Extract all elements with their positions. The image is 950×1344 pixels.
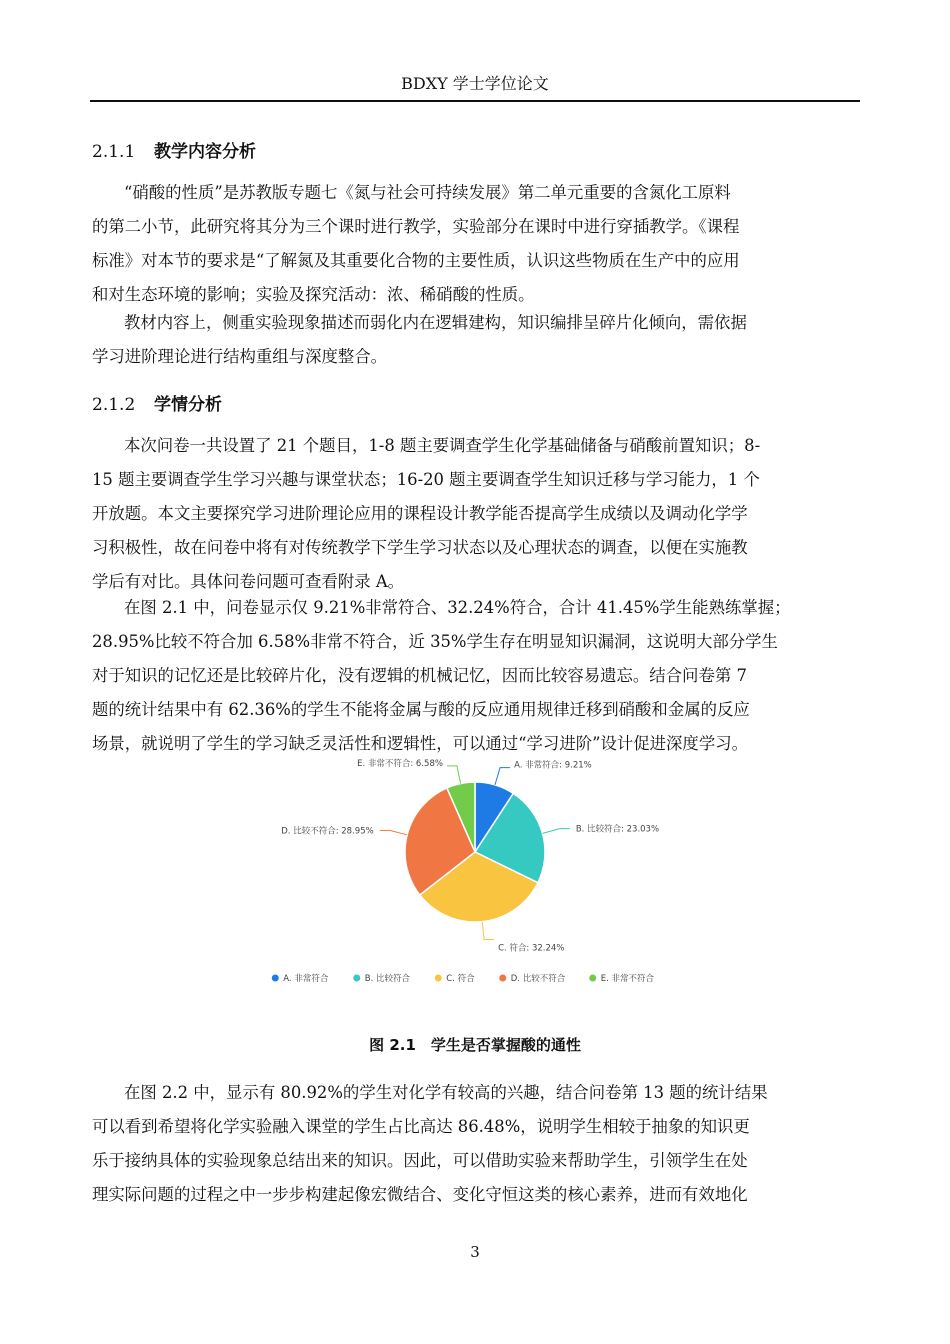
pie-leader-line (380, 830, 407, 834)
legend-swatch (272, 975, 279, 982)
header-rule (90, 100, 860, 102)
pie-leader-line (482, 922, 494, 940)
text-line: 习积极性，故在问卷中将有对传统教学下学生学习状态以及心理状态的调查，以便在实施教 (92, 538, 748, 557)
text-line: “硝酸的性质”是苏教版专题七《氮与社会可持续发展》第二单元重要的含氮化工原料 (124, 183, 731, 202)
pie-leader-line (447, 766, 461, 784)
paragraph-content-analysis-2 (92, 306, 860, 374)
pie-chart-svg (255, 752, 695, 997)
text-line: 题的统计结果中有 62.36%的学生不能将金属与酸的反应通用规律迁移到硝酸和金属的反应 (92, 700, 750, 719)
pie-data-label: D. 比较不符合: 28.95% (281, 826, 374, 837)
legend-swatch (589, 975, 596, 982)
page-header: BDXY 学士学位论文 (401, 74, 549, 93)
section-title: 学情分析 (154, 395, 222, 415)
legend-label: D. 比较不符合 (510, 974, 566, 984)
pie-data-label: E. 非常不符合: 6.58% (357, 758, 443, 769)
text-line: 学习进阶理论进行结构重组与深度整合。 (92, 347, 388, 366)
pie-data-label: C. 符合: 32.24% (498, 943, 565, 954)
text-line: 和对生态环境的影响；实验及探究活动：浓、稀硝酸的性质。 (92, 285, 535, 304)
text-line: 28.95%比较不符合加 6.58%非常不符合，近 35%学生存在明显知识漏洞，这说明大部分学生 (92, 632, 778, 651)
pie-data-label: B. 比较符合: 23.03% (575, 824, 660, 835)
section-number: 2.1.1 (92, 142, 136, 162)
text-line: 场景，就说明了学生的学习缺乏灵活性和逻辑性，可以通过“学习进阶”设计促进深度学习。 (92, 734, 748, 753)
pie-chart (255, 752, 695, 997)
paragraph-learner-analysis-1 (92, 429, 860, 599)
text-line: 在图 2.2 中，显示有 80.92%的学生对化学有较高的兴趣，结合问卷第 13 题的统计结果 (124, 1083, 768, 1102)
legend-label: C. 符合 (446, 974, 475, 984)
text-line: 教材内容上，侧重实验现象描述而弱化内在逻辑建构，知识编排呈碎片化倾向，需依据 (124, 313, 747, 332)
legend-swatch (353, 975, 360, 982)
legend-swatch (435, 975, 442, 982)
text-line: 15 题主要调查学生学习兴趣与课堂状态；16-20 题主要调查学生知识迁移与学习能力，1 个 (92, 470, 760, 489)
section-heading-content-analysis (92, 138, 256, 166)
text-line: 对于知识的记忆还是比较碎片化，没有逻辑的机械记忆，因而比较容易遗忘。结合问卷第 7 (92, 666, 747, 685)
legend-label: E. 非常不符合 (600, 974, 655, 984)
pie-leader-line (542, 829, 569, 834)
text-line: 学后有对比。具体问卷问题可查看附录 A。 (92, 572, 405, 591)
figure-caption: 图 2.1 学生是否掌握酸的通性 (369, 1036, 581, 1054)
legend-label: B. 比较符合 (364, 974, 410, 984)
text-line: 开放题。本文主要探究学习进阶理论应用的课程设计教学能否提高学生成绩以及调动化学学 (92, 504, 748, 523)
paragraph-after-figure (92, 1076, 860, 1212)
text-line: 的第二小节，此研究将其分为三个课时进行教学，实验部分在课时中进行穿插教学。《课程 (92, 217, 740, 236)
paragraph-content-analysis-1 (92, 176, 860, 312)
text-line: 可以看到希望将化学实验融入课堂的学生占比高达 86.48%，说明学生相较于抽象的知识更 (92, 1117, 750, 1136)
text-line: 乐于接纳具体的实验现象总结出来的知识。因此，可以借助实验来帮助学生，引领学生在处 (92, 1151, 748, 1170)
text-line: 标准》对本节的要求是“了解氮及其重要化合物的主要性质，认识这些物质在生产中的应用 (92, 251, 740, 270)
pie-data-label: A. 非常符合: 9.21% (514, 760, 592, 771)
section-number: 2.1.2 (92, 395, 136, 415)
legend-label: A. 非常符合 (283, 974, 329, 984)
paragraph-learner-analysis-2 (92, 591, 860, 761)
section-heading-learner-analysis (92, 391, 222, 419)
text-line: 本次问卷一共设置了 21 个题目，1-8 题主要调查学生化学基础储备与硝酸前置知识；8- (124, 436, 761, 455)
legend-swatch (499, 975, 506, 982)
page-number: 3 (470, 1243, 480, 1261)
text-line: 理实际问题的过程之中一步步构建起像宏微结合、变化守恒这类的核心素养，进而有效地化 (92, 1185, 748, 1204)
section-title: 教学内容分析 (154, 142, 256, 162)
text-line: 在图 2.1 中，问卷显示仅 9.21%非常符合、32.24%符合，合计 41.45%学生能熟练掌握； (124, 598, 791, 617)
pie-leader-line (495, 768, 510, 785)
